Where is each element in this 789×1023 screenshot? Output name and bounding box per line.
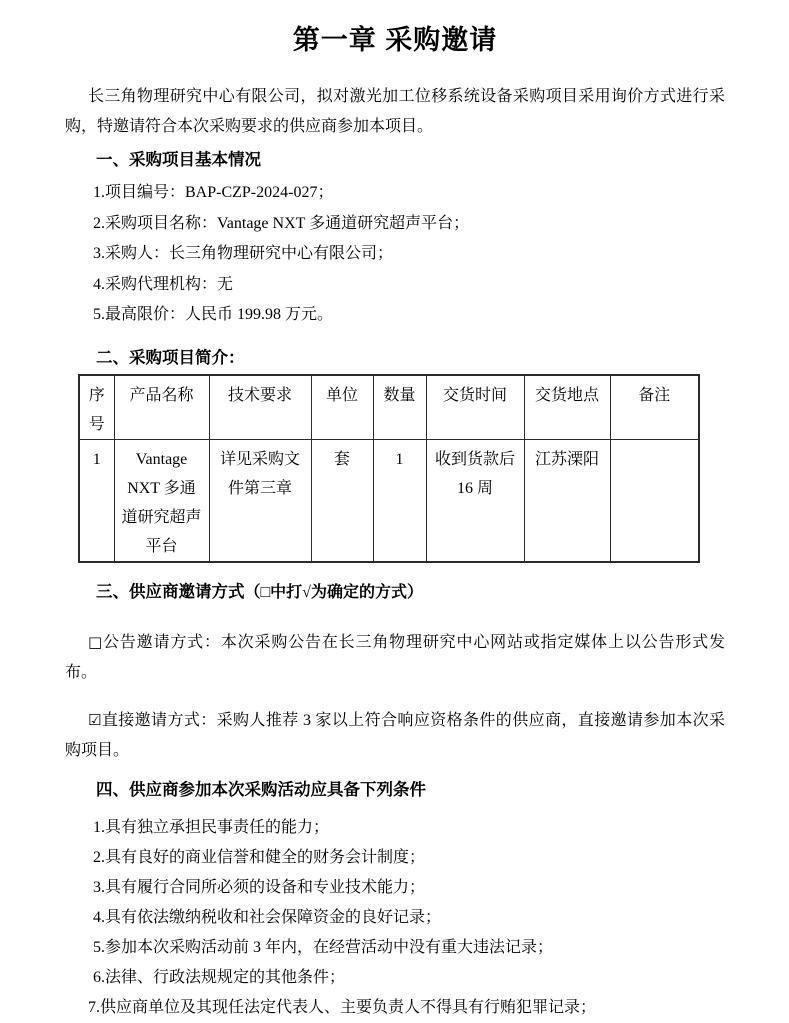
list-item: 3.采购人：长三角物理研究中心有限公司； <box>93 245 394 262</box>
list-item: 2.采购项目名称：Vantage NXT 多通道研究超声平台； <box>93 214 470 232</box>
section3-heading <box>96 580 725 605</box>
cell-remark <box>610 439 699 562</box>
section4-list <box>65 813 725 1023</box>
section1-heading: 一、采购项目基本情况 <box>96 151 261 169</box>
list-item: 3.具有履行合同所必须的设备和专业技术能力； <box>93 878 426 896</box>
list-item: 1.项目编号：BAP-CZP-2024-027； <box>93 184 334 201</box>
section3-heading-bold: 三、供应商邀请方式 <box>96 582 245 601</box>
table-row <box>79 439 699 562</box>
list-item: 7.供应商单位及其现任法定代表人、主要负责人不得具有行贿犯罪记录； <box>88 998 597 1016</box>
list-item: 1.具有独立承担民事责任的能力； <box>93 818 330 836</box>
cell-delivery-time: 收到货款后 16 周 <box>426 439 524 562</box>
list-item: 4.采购代理机构：无 <box>93 275 234 293</box>
table-header-product: 产品名称 <box>114 375 209 440</box>
document-page <box>0 22 789 1016</box>
cell-seq: 1 <box>79 439 114 562</box>
table-header-row <box>79 375 699 440</box>
section2-heading: 二、采购项目简介： <box>96 348 245 367</box>
option-direct-invite-text: 直接邀请方式：采购人推荐 3 家以上符合响应资格条件的供应商，直接邀请参加本次采购项目。 <box>65 711 725 759</box>
table-header-unit: 单位 <box>311 375 373 440</box>
table-header-remark: 备注 <box>610 375 699 440</box>
cell-unit: 套 <box>311 439 373 562</box>
list-item: 5.参加本次采购活动前 3 年内，在经营活动中没有重大违法记录； <box>93 938 554 956</box>
section1-list <box>65 178 725 331</box>
table-header-delivery-time: 交货时间 <box>426 375 524 440</box>
section4-heading: 四、供应商参加本次采购活动应具备下列条件 <box>96 780 426 799</box>
table-header-delivery-place: 交货地点 <box>524 375 610 440</box>
checkbox-checked-icon: ☑ <box>88 710 102 729</box>
page-title: 第一章 采购邀请 <box>292 25 498 55</box>
section3-heading-note: （□中打√为确定的方式） <box>244 583 423 601</box>
list-item: 4.具有依法缴纳税收和社会保障资金的良好记录； <box>93 908 442 926</box>
checkbox-unchecked-icon: □ <box>88 632 104 651</box>
option-direct-invite <box>65 705 725 766</box>
cell-delivery-place: 江苏溧阳 <box>524 439 610 562</box>
product-table <box>78 374 700 563</box>
option-announcement-text: 公告邀请方式：本次采购公告在长三角物理研究中心网站或指定媒体上以公告形式发布。 <box>65 633 725 681</box>
table-header-tech: 技术要求 <box>209 375 311 440</box>
list-item: 6.法律、行政法规规定的其他条件； <box>93 968 346 986</box>
table-header-qty: 数量 <box>373 375 426 440</box>
cell-qty: 1 <box>373 439 426 562</box>
cell-tech: 详见采购文件第三章 <box>209 439 311 562</box>
table-header-seq: 序号 <box>79 375 114 440</box>
list-item: 2.具有良好的商业信誉和健全的财务会计制度； <box>93 848 426 866</box>
intro-paragraph: 长三角物理研究中心有限公司，拟对激光加工位移系统设备采购项目采用询价方式进行采购，特邀请符合本次采购要求的供应商参加本项目。 <box>65 88 725 135</box>
option-announcement <box>65 627 725 688</box>
cell-product: Vantage NXT 多通道研究超声平台 <box>114 439 209 562</box>
list-item: 5.最高限价：人民币 199.98 万元。 <box>93 306 334 323</box>
